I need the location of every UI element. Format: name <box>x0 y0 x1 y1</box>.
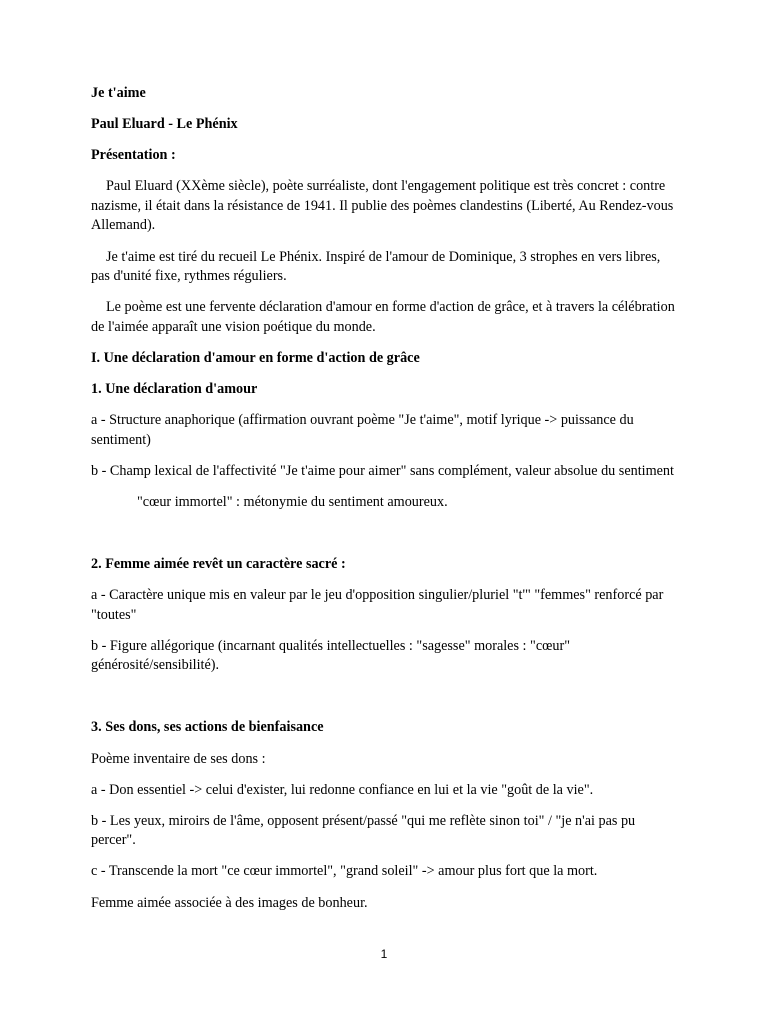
section-2-item: a - Caractère unique mis en valeur par le jeu d'opposition singulier/pluriel "t'" "femmes" renforcé par "toutes" <box>91 587 664 623</box>
presentation-paragraph: Paul Eluard (XXème siècle), poète surréaliste, dont l'engagement politique est très concret : contre nazisme, il était dans la résistance de 1941. Il publie des poèmes clandestins (Liberté, Au Rendez-vous Allemand). <box>91 178 674 234</box>
section-1-item: b - Champ lexical de l'affectivité "Je t'aime pour aimer" sans complément, valeur absolue du sentiment <box>91 462 674 479</box>
presentation-paragraph: Je t'aime est tiré du recueil Le Phénix. Inspiré de l'amour de Dominique, 3 strophes en vers libres, pas d'unité fixe, rythmes réguliers. <box>91 248 661 285</box>
section-1-item: a - Structure anaphorique (affirmation ouvrant poème "Je t'aime", motif lyrique -> puissance du sentiment) <box>91 412 634 448</box>
part-heading: I. Une déclaration d'amour en forme d'action de grâce <box>91 349 420 366</box>
spacer <box>91 524 677 555</box>
page-number: 1 <box>380 947 388 961</box>
section-2-item: b - Figure allégorique (incarnant qualités intellectuelles : "sagesse" morales : "cœur" générosité/sensibilité). <box>91 637 570 674</box>
section-1-indented-note: "cœur immortel" : métonymie du sentiment amoureux. <box>137 493 448 510</box>
section-3-intro: Poème inventaire de ses dons : <box>91 750 266 767</box>
document-body <box>91 84 677 925</box>
section-3-closing: Femme aimée associée à des images de bonheur. <box>91 894 368 911</box>
section-1-heading: 1. Une déclaration d'amour <box>91 381 258 398</box>
spacer <box>91 687 677 718</box>
section-2-heading: 2. Femme aimée revêt un caractère sacré : <box>91 556 346 572</box>
document-title: Je t'aime <box>91 85 146 101</box>
section-3-item: c - Transcende la mort "ce cœur immortel", "grand soleil" -> amour plus fort que la mort. <box>91 863 598 880</box>
presentation-paragraph: Le poème est une fervente déclaration d'amour en forme d'action de grâce, et à travers la célébration de l'aimée apparaît une vision poétique du monde. <box>91 299 675 335</box>
section-3-item: a - Don essentiel -> celui d'exister, lui redonne confiance en lui et la vie "goût de la vie". <box>91 781 594 798</box>
section-3-item: b - Les yeux, miroirs de l'âme, opposent présent/passé "qui me reflète sinon toi" / "je n'ai pas pu percer". <box>91 812 636 849</box>
presentation-heading: Présentation : <box>91 147 176 164</box>
section-3-heading: 3. Ses dons, ses actions de bienfaisance <box>91 719 324 736</box>
author-work-line: Paul Eluard - Le Phénix <box>91 116 238 133</box>
